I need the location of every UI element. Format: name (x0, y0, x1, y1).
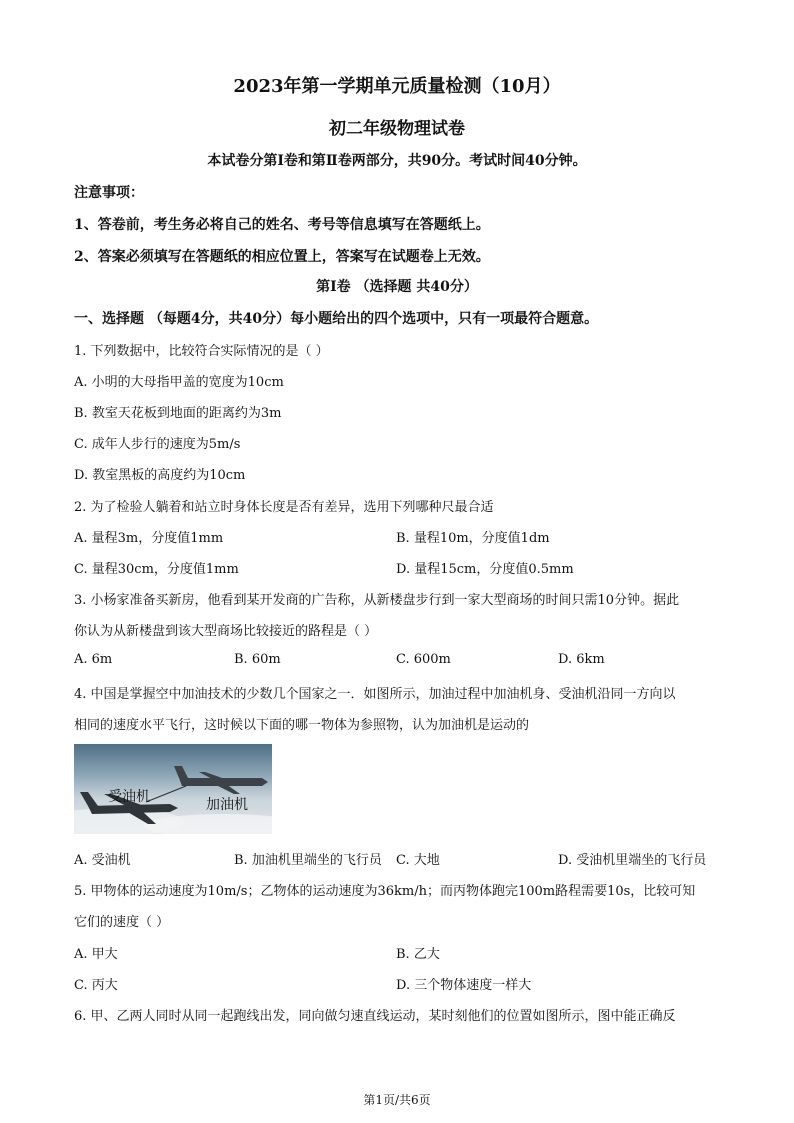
page-number: 第1页/共6页 (363, 1093, 431, 1107)
question-stem: 3. 小杨家准备买新房，他看到某开发商的广告称，从新楼盘步行到一家大型商场的时间只需10分钟。据此 (74, 593, 680, 608)
note-item: 1、答卷前，考生务必将自己的姓名、考号等信息填写在答题纸上。 (74, 217, 490, 233)
question-stem: 6. 甲、乙两人同时从同一起跑线出发，同向做匀速直线运动，某时刻他们的位置如图所示，图中能正确反 (74, 1009, 676, 1024)
option-c: C. 600m (396, 652, 451, 667)
notes-heading: 注意事项： (74, 185, 144, 201)
option-a: A. 6m (74, 652, 113, 667)
exam-subtitle: 初二年级物理试卷 (329, 119, 465, 139)
option-d: D. 量程15cm，分度值0.5mm (396, 562, 574, 577)
note-item: 2、答案必须填写在答题纸的相应位置上，答案写在试题卷上无效。 (74, 249, 490, 265)
option-a: A. 量程3m，分度值1mm (74, 531, 224, 546)
question-stem-cont: 相同的速度水平飞行，这时候以下面的哪一物体为参照物，认为加油机是运动的 (74, 718, 530, 733)
option-d: D. 三个物体速度一样大 (396, 978, 532, 993)
exam-intro: 本试卷分第Ⅰ卷和第Ⅱ卷两部分，共90分。考试时间40分钟。 (207, 153, 587, 169)
option-a: A. 甲大 (74, 947, 118, 962)
option-b: B. 60m (234, 652, 281, 667)
option-c: C. 成年人步行的速度为5m/s (74, 437, 241, 452)
receiver-label: 受油机 (108, 789, 150, 805)
refueling-photo-image (74, 744, 272, 834)
option-b: B. 乙大 (396, 947, 440, 962)
exam-title: 2023年第一学期单元质量检测（10月） (233, 76, 561, 97)
option-d: D. 教室黑板的高度约为10cm (74, 468, 246, 483)
option-d: D. 受油机里端坐的飞行员 (558, 853, 707, 868)
question-stem: 4. 中国是掌握空中加油技术的少数几个国家之一．如图所示，加油过程中加油机身、受油机沿同一方向以 (74, 687, 676, 702)
question-stem: 5. 甲物体的运动速度为10m/s；乙物体的运动速度为36km/h；而丙物体跑完100m路程需要10s，比较可知 (74, 884, 696, 899)
option-d: D. 6km (558, 652, 605, 667)
option-b: B. 加油机里端坐的飞行员 (234, 853, 382, 868)
option-c: C. 大地 (396, 853, 440, 868)
tanker-label: 加油机 (206, 797, 248, 813)
option-a: A. 小明的大母指甲盖的宽度为10cm (74, 375, 284, 390)
part1-title: 第Ⅰ卷 （选择题 共40分） (316, 279, 478, 295)
option-b: B. 量程10m，分度值1dm (396, 531, 550, 546)
question-stem-cont: 它们的速度（ ） (74, 915, 170, 930)
question-stem: 2. 为了检验人躺着和站立时身体长度是否有差异，选用下列哪种尺最合适 (74, 500, 494, 515)
section-heading: 一、选择题 （每题4分，共40分）每小题给出的四个选项中，只有一项最符合题意。 (74, 311, 599, 327)
option-a: A. 受油机 (74, 853, 131, 868)
option-b: B. 教室天花板到地面的距离约为3m (74, 406, 282, 421)
option-c: C. 量程30cm，分度值1mm (74, 562, 239, 577)
refueling-photo (74, 744, 272, 834)
question-stem: 1. 下列数据中，比较符合实际情况的是（ ） (74, 344, 329, 359)
question-stem-cont: 你认为从新楼盘到该大型商场比较接近的路程是（ ） (74, 624, 378, 639)
option-c: C. 丙大 (74, 978, 118, 993)
